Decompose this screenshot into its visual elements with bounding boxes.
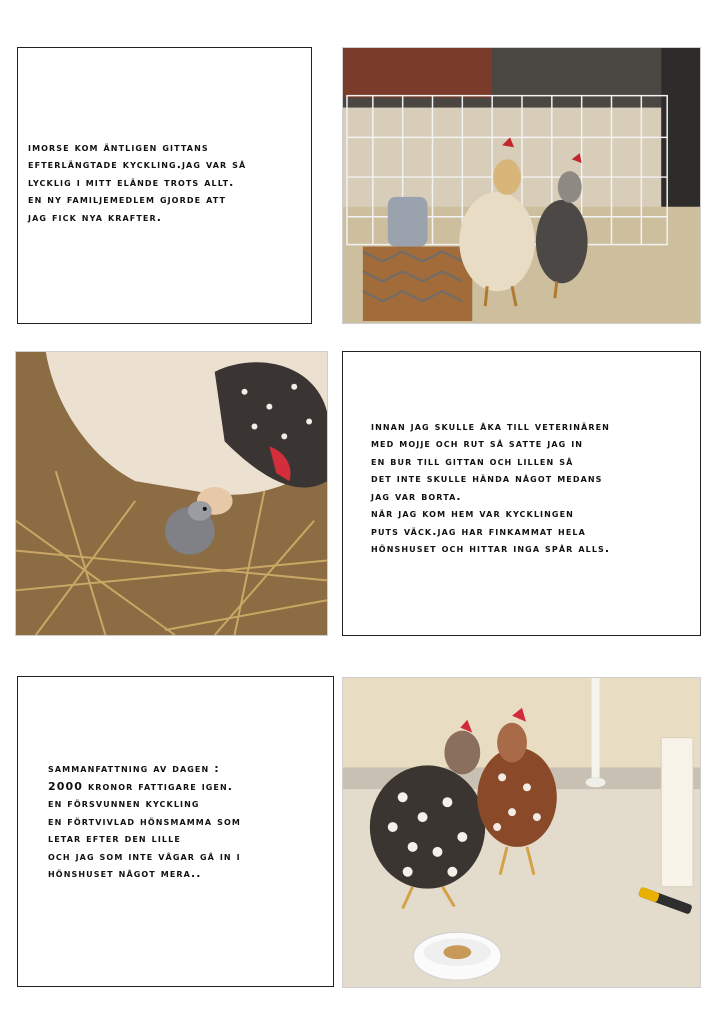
text-panel-1 (17, 47, 312, 324)
text-panel-2 (342, 351, 701, 636)
photo-hen-with-chick-in-nest (15, 351, 328, 636)
panel-1-text: imorse kom äntligen gittans efterlängtade kyckling.jag var så lycklig i mitt elände trots allt. en ny familjemedlem gjorde att jag fick nya krafter. (28, 140, 247, 224)
photo-hens-indoors (342, 677, 701, 988)
text-panel-3 (17, 676, 334, 987)
photo-hens-by-cage (342, 47, 701, 324)
panel-2-text: innan jag skulle åka till veterinären med mojje och rut så satte jag in en bur till gittan och lillen så det inte skulle hända något medans jag var borta. när jag kom hem var kycklingen puts väck.jag har finkammat hela hönshuset och hittar inga spår alls. (371, 419, 611, 555)
panel-3-text: sammanfattning av dagen : 2000 kronor fattigare igen. en försvunnen kyckling en förtvivlad hönsmamma som letar efter den lille och jag som inte vågar gå in i hönshuset något mera.. (48, 762, 241, 881)
